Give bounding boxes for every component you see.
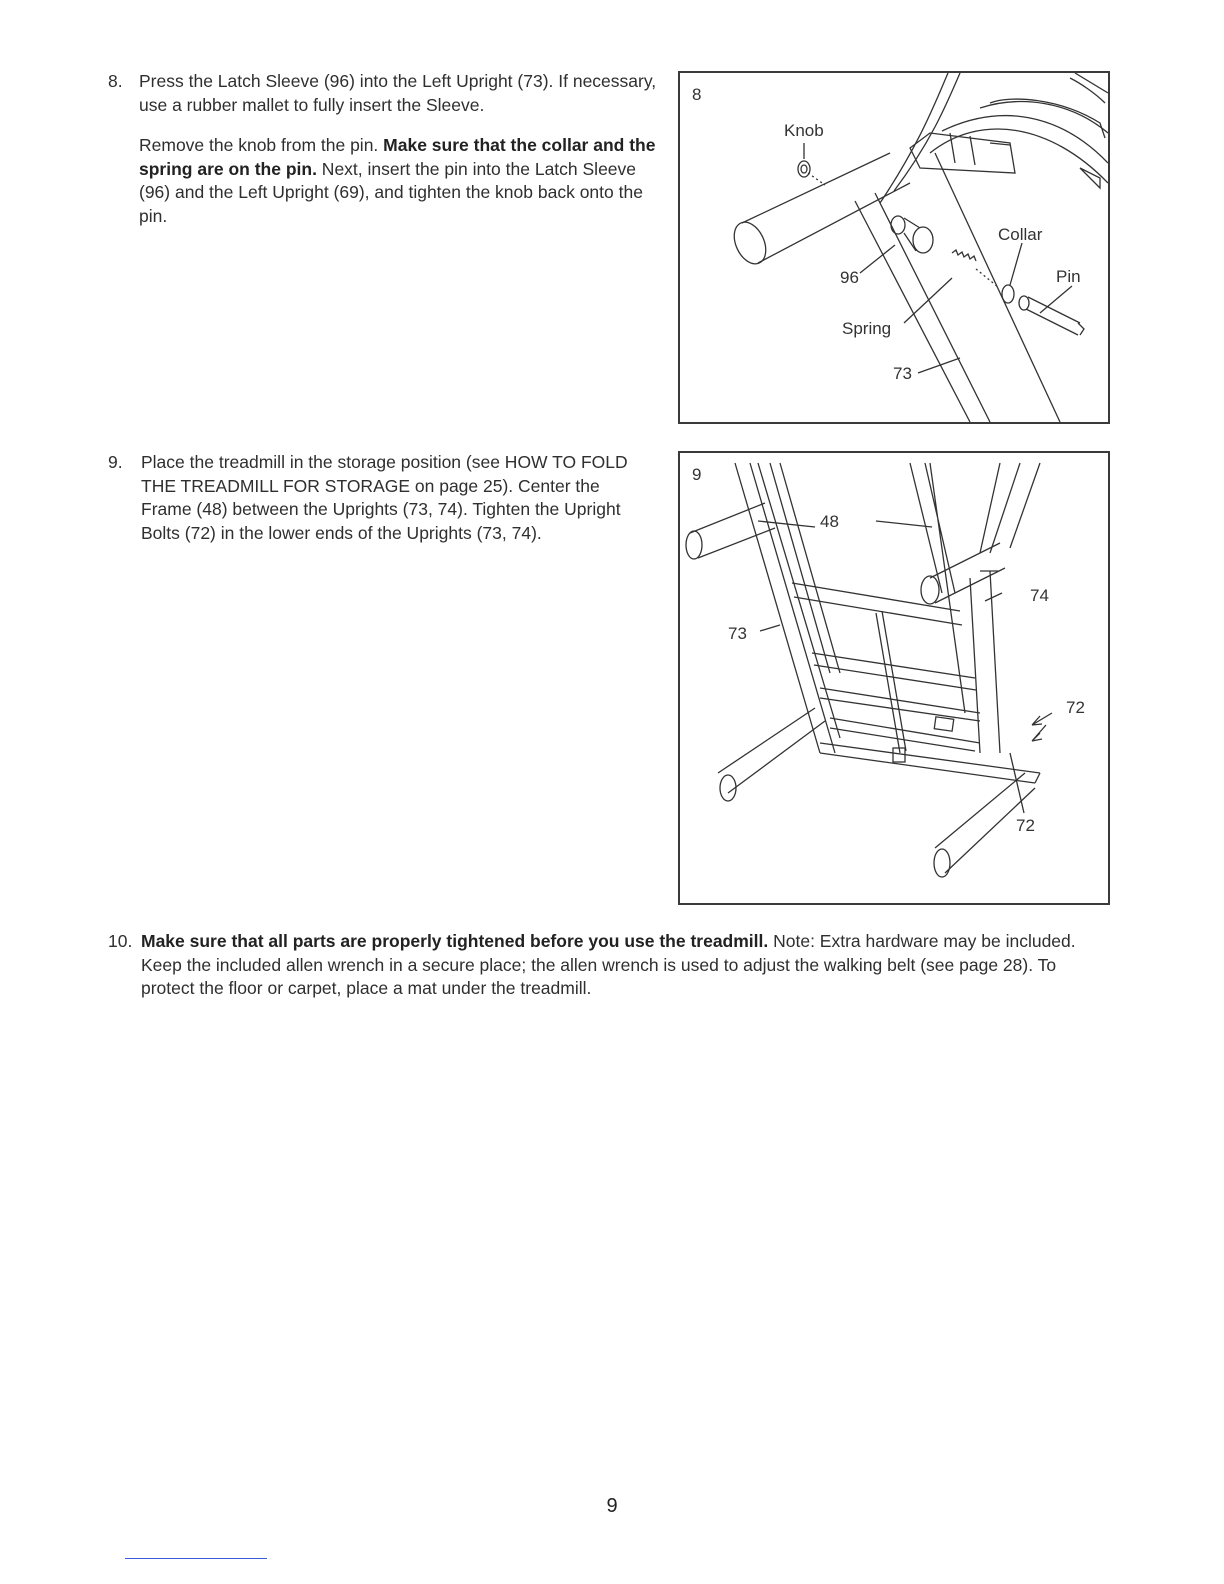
footer-rule (125, 1558, 267, 1559)
bold-text: Make sure that the collar and the spring are on the pin. (139, 135, 656, 179)
figure-number: 8 (692, 85, 702, 104)
label-73: 73 (728, 624, 747, 643)
spring-icon (952, 250, 976, 261)
step-body (141, 930, 1106, 1001)
label-96: 96 (840, 268, 859, 287)
lift-cylinder (876, 611, 906, 753)
leader-line (1010, 243, 1022, 285)
handrail-tube (930, 543, 1005, 603)
leader-line (760, 625, 780, 631)
step-paragraph: Place the treadmill in the storage position (see HOW TO FOLD THE TREADMILL FOR STORAGE on page 25). Center the Frame (48) between the Uprights (73, 74). Tighten the Upright Bolts (72) in the lower ends of the Uprights (73, 74). (141, 452, 628, 543)
figure-number: 9 (692, 465, 702, 484)
base-crossbar (820, 743, 1040, 783)
step-paragraph (141, 930, 1106, 1001)
frame-rail (942, 116, 1108, 163)
assembly-guide (976, 269, 998, 287)
frame-rail (880, 73, 948, 203)
knob-icon (798, 161, 825, 185)
figure-8 (678, 71, 1110, 424)
bold-text: Make sure that all parts are properly tightened before you use the treadmill. (141, 931, 769, 951)
step-body (141, 451, 646, 545)
handrail-end (921, 576, 939, 604)
label-48: 48 (820, 512, 839, 531)
frame-rail (894, 73, 960, 191)
label-spring: Spring (842, 319, 892, 338)
figure-8-illustration (680, 73, 1108, 422)
figure-9-illustration (680, 453, 1108, 903)
step-number: 8. (108, 71, 123, 91)
arrow-icon (1032, 725, 1046, 741)
step-body (139, 70, 659, 228)
step-number: 9. (108, 452, 123, 472)
upright-73 (735, 463, 840, 753)
collar-icon (1002, 285, 1014, 303)
leader-line (876, 521, 932, 527)
label-collar: Collar (998, 225, 1043, 244)
console-detail (950, 133, 1010, 165)
figure-9 (678, 451, 1110, 905)
upright-edge (935, 153, 1060, 422)
leader-line (918, 358, 960, 373)
warning-decal (1080, 168, 1100, 188)
motor-cover-slot (934, 717, 953, 731)
label-74: 74 (1030, 586, 1049, 605)
page-number: 9 (606, 1495, 618, 1517)
step-number: 10. (108, 931, 133, 951)
console-bracket (910, 133, 1015, 173)
label-72-upper: 72 (1066, 698, 1085, 717)
leader-line (904, 278, 952, 323)
plain-text: Next, insert the pin into the Latch Sleeve (96) and the Left Upright (69), and tighten the knob back onto the pin. (139, 158, 643, 226)
leader-line (985, 593, 1002, 601)
arrow-icon (1032, 713, 1052, 725)
latch-sleeve-icon (891, 216, 933, 253)
plain-text: Remove the knob from the pin. (139, 135, 384, 155)
label-73: 73 (893, 364, 912, 383)
handrail-left (690, 503, 775, 558)
label-knob: Knob (784, 121, 824, 140)
wheel-icon (934, 849, 950, 877)
frame-rail (1070, 73, 1108, 103)
frame-rail (930, 129, 1108, 183)
handrail-right (980, 463, 1040, 553)
plain-text: Note: Extra hardware may be included. Keep the included allen wrench in a secure place; the allen wrench is used to adjust the walking belt (see page 28). To protect the floor or carpet, place a mat under the treadmill. (141, 931, 1076, 998)
upright-74-lower (970, 571, 1000, 753)
step-paragraph: Press the Latch Sleeve (96) into the Left Upright (73). If necessary, use a rubber mallet to fully insert the Sleeve. (139, 71, 657, 115)
handrail-end (728, 217, 772, 269)
handrail-tube (742, 153, 910, 263)
leader-line (1040, 286, 1072, 313)
step-paragraph (139, 134, 659, 228)
label-pin: Pin (1056, 267, 1081, 286)
pin-icon (1019, 296, 1084, 335)
handrail-end (686, 531, 702, 559)
label-72-lower: 72 (1016, 816, 1035, 835)
wheel-icon (720, 775, 736, 801)
